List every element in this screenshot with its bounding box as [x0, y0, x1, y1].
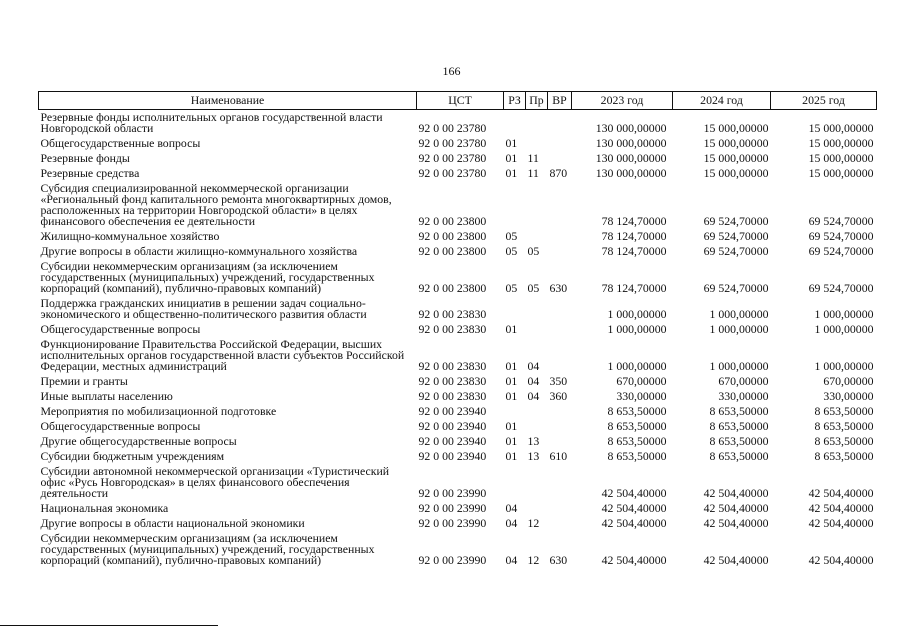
cell-2025: 42 504,40000 — [808, 553, 874, 567]
cell-name: Другие общегосударственные вопросы — [40, 434, 237, 448]
cell-name: Мероприятия по мобилизационной подготовке — [40, 404, 277, 418]
cell-cst: 92 0 00 23940 — [418, 419, 487, 433]
table-row — [39, 464, 877, 501]
cell-2024: 69 524,70000 — [703, 214, 769, 228]
cell-2025: 1 000,00000 — [814, 359, 874, 373]
cell-pr — [526, 322, 548, 337]
cell-pr: 12 — [527, 516, 540, 530]
header-2023: 2023 год — [572, 92, 673, 110]
cell-pr: 05 — [527, 281, 540, 295]
table-row — [39, 374, 877, 389]
cell-vr — [548, 296, 572, 322]
cell-cst: 92 0 00 23780 — [418, 151, 487, 165]
cell-cst: 92 0 00 23830 — [418, 359, 487, 373]
cell-cst: 92 0 00 23830 — [418, 322, 487, 336]
cell-pr: 05 — [527, 244, 540, 258]
cell-2023: 78 124,70000 — [601, 244, 667, 258]
cell-cst: 92 0 00 23800 — [418, 281, 487, 295]
cell-2023: 8 653,50000 — [607, 404, 667, 418]
cell-pr — [526, 419, 548, 434]
cell-2025: 8 653,50000 — [814, 419, 874, 433]
cell-2024: 15 000,00000 — [703, 121, 769, 135]
cell-name: Другие вопросы в области жилищно-коммунального хозяйства — [40, 244, 358, 258]
header-name: Наименование — [39, 92, 417, 110]
cell-vr — [548, 181, 572, 229]
cell-2025: 15 000,00000 — [808, 121, 874, 135]
cell-pr: 12 — [527, 553, 540, 567]
cell-name: Общегосударственные вопросы — [40, 419, 201, 433]
cell-2025: 69 524,70000 — [808, 229, 874, 243]
table-row — [39, 516, 877, 531]
cell-rz: 04 — [505, 516, 518, 530]
table-row — [39, 322, 877, 337]
cell-cst: 92 0 00 23780 — [418, 136, 487, 150]
cell-vr — [548, 151, 572, 166]
cell-cst: 92 0 00 23830 — [418, 307, 487, 321]
cell-pr: 13 — [527, 434, 540, 448]
header-rz: РЗ — [504, 92, 526, 110]
table-row — [39, 110, 877, 137]
cell-name: Другие вопросы в области национальной экономики — [40, 516, 305, 530]
cell-name: Иные выплаты населению — [40, 389, 173, 403]
cell-2024: 8 653,50000 — [709, 404, 769, 418]
cell-rz: 05 — [505, 229, 518, 243]
cell-2024: 15 000,00000 — [703, 166, 769, 180]
table-row — [39, 181, 877, 229]
cell-pr: 04 — [527, 374, 540, 388]
cell-cst: 92 0 00 23830 — [418, 374, 487, 388]
cell-2025: 330,00000 — [823, 389, 874, 403]
table-row — [39, 151, 877, 166]
cell-rz: 01 — [505, 359, 518, 373]
table-row — [39, 166, 877, 181]
cell-2024: 42 504,40000 — [703, 501, 769, 515]
cell-2025: 15 000,00000 — [808, 166, 874, 180]
cell-cst: 92 0 00 23830 — [418, 389, 487, 403]
cell-rz — [504, 110, 526, 137]
cell-cst: 92 0 00 23990 — [418, 486, 487, 500]
cell-2024: 8 653,50000 — [709, 449, 769, 463]
cell-pr: 11 — [527, 166, 539, 180]
cell-vr — [548, 322, 572, 337]
table-row — [39, 404, 877, 419]
cell-vr: 350 — [549, 374, 568, 388]
cell-2024: 330,00000 — [718, 389, 769, 403]
cell-2025: 1 000,00000 — [814, 307, 874, 321]
table-row — [39, 389, 877, 404]
cell-2025: 1 000,00000 — [814, 322, 874, 336]
cell-rz: 01 — [505, 419, 518, 433]
cell-cst: 92 0 00 23990 — [418, 501, 487, 515]
cell-2024: 15 000,00000 — [703, 136, 769, 150]
cell-2023: 42 504,40000 — [601, 501, 667, 515]
table-row — [39, 434, 877, 449]
cell-pr — [526, 464, 548, 501]
cell-2024: 8 653,50000 — [709, 419, 769, 433]
cell-pr — [526, 181, 548, 229]
cell-vr — [548, 404, 572, 419]
cell-2023: 130 000,00000 — [595, 166, 667, 180]
table-row — [39, 419, 877, 434]
cell-pr — [526, 110, 548, 137]
cell-2023: 330,00000 — [616, 389, 667, 403]
cell-name: Функционирование Правительства Российской Федерации, высших исполнительных органов государственной власти субъектов Российской Федерации, местных администраций — [40, 337, 405, 373]
header-2025: 2025 год — [771, 92, 877, 110]
cell-2025: 42 504,40000 — [808, 486, 874, 500]
cell-2023: 1 000,00000 — [607, 307, 667, 321]
cell-2023: 78 124,70000 — [601, 214, 667, 228]
header-row — [39, 92, 877, 110]
cell-cst: 92 0 00 23800 — [418, 214, 487, 228]
cell-2023: 130 000,00000 — [595, 151, 667, 165]
cell-cst: 92 0 00 23780 — [418, 121, 487, 135]
cell-2024: 15 000,00000 — [703, 151, 769, 165]
cell-vr: 870 — [549, 166, 568, 180]
header-vr: ВР — [548, 92, 572, 110]
cell-cst: 92 0 00 23990 — [418, 553, 487, 567]
table-row — [39, 244, 877, 259]
cell-rz: 01 — [505, 151, 518, 165]
cell-2023: 42 504,40000 — [601, 553, 667, 567]
cell-cst: 92 0 00 23780 — [418, 166, 487, 180]
cell-name: Субсидии некоммерческим организациям (за исключением государственных (муниципальных) учреждений, государственных корпораций (компаний), публично-правовых компаний) — [40, 531, 375, 567]
cell-rz: 05 — [505, 281, 518, 295]
cell-2025: 15 000,00000 — [808, 136, 874, 150]
cell-2023: 8 653,50000 — [607, 449, 667, 463]
cell-2024: 1 000,00000 — [709, 307, 769, 321]
cell-vr — [548, 434, 572, 449]
budget-table — [38, 91, 877, 568]
table-row — [39, 229, 877, 244]
table-row — [39, 296, 877, 322]
cell-2023: 130 000,00000 — [595, 121, 667, 135]
cell-2025: 42 504,40000 — [808, 501, 874, 515]
cell-2024: 69 524,70000 — [703, 229, 769, 243]
cell-2023: 42 504,40000 — [601, 516, 667, 530]
header-2024: 2024 год — [673, 92, 771, 110]
cell-rz — [504, 404, 526, 419]
cell-2024: 42 504,40000 — [703, 553, 769, 567]
page-number: 166 — [442, 64, 461, 78]
cell-rz: 05 — [505, 244, 518, 258]
cell-rz: 01 — [505, 449, 518, 463]
cell-vr — [548, 501, 572, 516]
cell-rz: 01 — [505, 322, 518, 336]
cell-pr — [526, 296, 548, 322]
cell-2023: 130 000,00000 — [595, 136, 667, 150]
cell-vr — [548, 464, 572, 501]
cell-2023: 8 653,50000 — [607, 419, 667, 433]
cell-2023: 1 000,00000 — [607, 359, 667, 373]
footer-divider — [0, 625, 218, 626]
table-row — [39, 449, 877, 464]
cell-2025: 8 653,50000 — [814, 434, 874, 448]
cell-vr — [548, 110, 572, 137]
cell-name: Субсидии автономной некоммерческой организации «Туристический офис «Русь Новгородская» в целях финансового обеспечения деятельности — [40, 464, 390, 500]
cell-vr — [548, 244, 572, 259]
cell-pr — [526, 229, 548, 244]
cell-rz: 01 — [505, 389, 518, 403]
cell-vr — [548, 419, 572, 434]
cell-2024: 1 000,00000 — [709, 359, 769, 373]
cell-name: Общегосударственные вопросы — [40, 136, 201, 150]
cell-name: Субсидии бюджетным учреждениям — [40, 449, 225, 463]
cell-cst: 92 0 00 23990 — [418, 516, 487, 530]
cell-pr — [526, 501, 548, 516]
cell-2025: 42 504,40000 — [808, 516, 874, 530]
cell-name: Резервные фонды исполнительных органов государственной власти Новгородской области — [40, 110, 383, 135]
cell-rz: 04 — [505, 501, 518, 515]
cell-cst: 92 0 00 23940 — [418, 449, 487, 463]
cell-2024: 69 524,70000 — [703, 281, 769, 295]
cell-vr: 630 — [549, 553, 568, 567]
cell-2025: 69 524,70000 — [808, 281, 874, 295]
table-body — [39, 110, 877, 569]
cell-cst: 92 0 00 23800 — [418, 244, 487, 258]
cell-name: Резервные фонды — [40, 151, 130, 165]
cell-pr: 04 — [527, 359, 540, 373]
header-cst: ЦСТ — [417, 92, 504, 110]
cell-2023: 42 504,40000 — [601, 486, 667, 500]
cell-rz: 04 — [505, 553, 518, 567]
cell-name: Жилищно-коммунальное хозяйство — [40, 229, 220, 243]
cell-vr — [548, 516, 572, 531]
cell-2023: 78 124,70000 — [601, 229, 667, 243]
cell-vr: 360 — [549, 389, 568, 403]
cell-rz — [504, 181, 526, 229]
cell-2023: 670,00000 — [616, 374, 667, 388]
cell-rz: 01 — [505, 136, 518, 150]
cell-cst: 92 0 00 23940 — [418, 434, 487, 448]
cell-rz — [504, 296, 526, 322]
header-pr: Пр — [526, 92, 548, 110]
cell-pr: 13 — [527, 449, 540, 463]
cell-2024: 42 504,40000 — [703, 516, 769, 530]
cell-2023: 8 653,50000 — [607, 434, 667, 448]
cell-cst: 92 0 00 23800 — [418, 229, 487, 243]
cell-2025: 69 524,70000 — [808, 214, 874, 228]
cell-2023: 1 000,00000 — [607, 322, 667, 336]
cell-2025: 15 000,00000 — [808, 151, 874, 165]
cell-name: Резервные средства — [40, 166, 140, 180]
cell-rz: 01 — [505, 166, 518, 180]
cell-vr: 630 — [549, 281, 568, 295]
table-row — [39, 501, 877, 516]
cell-pr — [526, 136, 548, 151]
table-row — [39, 136, 877, 151]
cell-cst: 92 0 00 23940 — [418, 404, 487, 418]
cell-rz: 01 — [505, 434, 518, 448]
cell-2025: 8 653,50000 — [814, 404, 874, 418]
cell-rz: 01 — [505, 374, 518, 388]
cell-name: Субсидии некоммерческим организациям (за исключением государственных (муниципальных) учреждений, государственных корпораций (компаний), публично-правовых компаний) — [40, 259, 375, 295]
cell-2025: 8 653,50000 — [814, 449, 874, 463]
cell-2025: 69 524,70000 — [808, 244, 874, 258]
cell-2024: 69 524,70000 — [703, 244, 769, 258]
cell-vr — [548, 337, 572, 374]
cell-name: Премии и гранты — [40, 374, 128, 388]
cell-name: Национальная экономика — [40, 501, 169, 515]
cell-pr: 04 — [527, 389, 540, 403]
cell-2024: 1 000,00000 — [709, 322, 769, 336]
cell-name: Общегосударственные вопросы — [40, 322, 201, 336]
cell-pr: 11 — [527, 151, 539, 165]
table-row — [39, 531, 877, 568]
cell-vr — [548, 229, 572, 244]
cell-pr — [526, 404, 548, 419]
cell-name: Субсидия специализированной некоммерческой организации «Региональный фонд капитального ремонта многоквартирных домов, расположенных на территории Новгородской области» в целях финансового обеспечения ее деятельности — [40, 181, 392, 228]
cell-2024: 670,00000 — [718, 374, 769, 388]
cell-2024: 8 653,50000 — [709, 434, 769, 448]
table-header — [39, 92, 877, 110]
table-row — [39, 259, 877, 296]
cell-rz — [504, 464, 526, 501]
cell-2024: 42 504,40000 — [703, 486, 769, 500]
cell-vr: 610 — [549, 449, 568, 463]
cell-vr — [548, 136, 572, 151]
cell-name: Поддержка гражданских инициатив в решении задач социально-экономического и общественно-политического развития области — [40, 296, 367, 321]
cell-2023: 78 124,70000 — [601, 281, 667, 295]
table-row — [39, 337, 877, 374]
cell-2025: 670,00000 — [823, 374, 874, 388]
